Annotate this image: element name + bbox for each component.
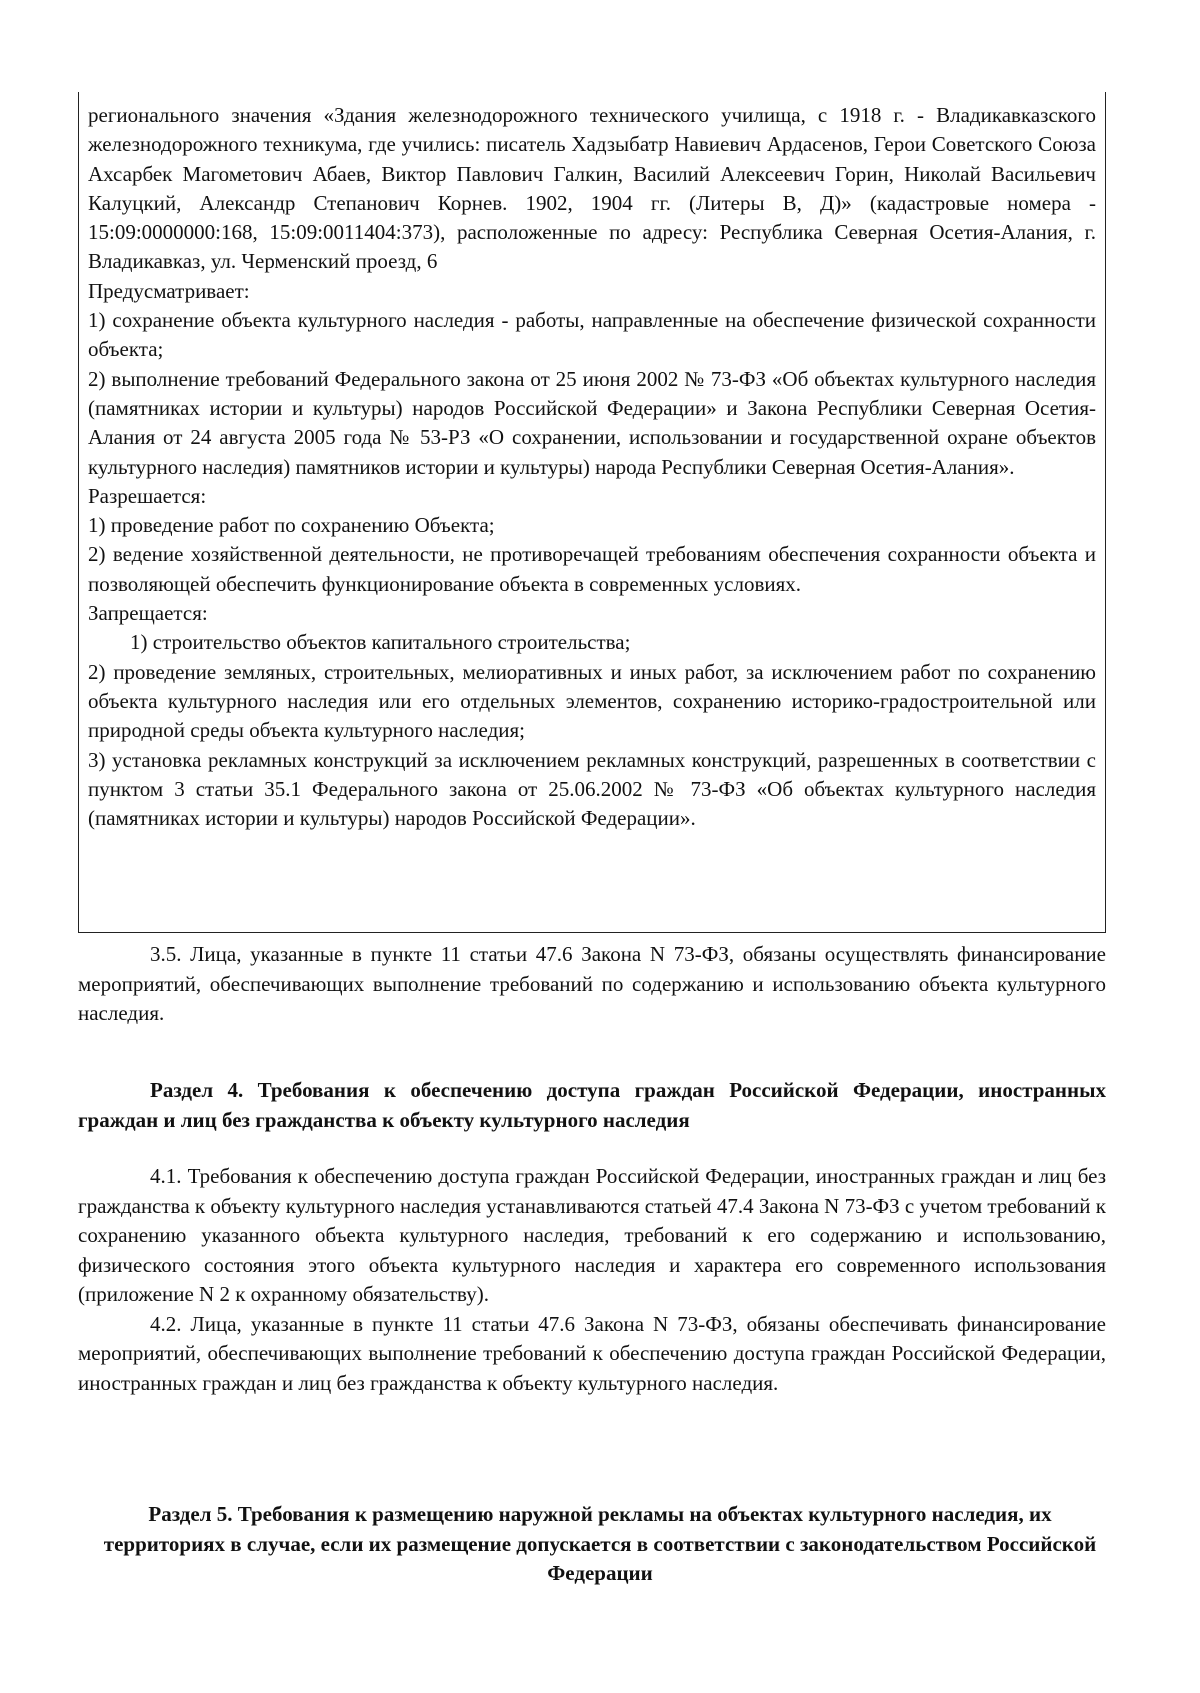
allowed-label: Разрешается: bbox=[88, 483, 207, 508]
forbidden-item-2: 2) проведение земляных, строительных, мелиоративных и иных работ, за исключением работ по сохранению объекта культурного наследия или его отдельных элементов, сохранению историко-градостроительной или природной среды объекта культурного наследия; bbox=[88, 659, 1096, 743]
allowed-item-2: 2) ведение хозяйственной деятельности, не противоречащей требованиям обеспечения сохранности объекта и позволяющей обеспечить функционирование объекта в современных условиях. bbox=[88, 542, 1096, 596]
paragraph-4-1: 4.1. Требования к обеспечению доступа граждан Российской Федерации, иностранных граждан и лиц без гражданства к объекту культурного наследия устанавливаются статьей 47.4 Закона N 73-ФЗ с учетом требований к сохранению указанного объекта культурного наследия, требований к его содержанию и использованию, физического состояния этого объекта культурного наследия и характера его современного использования (приложение N 2 к охранному обязательству). bbox=[78, 1164, 1106, 1306]
paragraph-3-5: 3.5. Лица, указанные в пункте 11 статьи 47.6 Закона N 73-ФЗ, обязаны осуществлять финансирование мероприятий, обеспечивающих выполнение требований по содержанию и использованию объекта культурного наследия. bbox=[78, 942, 1106, 1025]
section-4-paragraphs bbox=[78, 1162, 1106, 1398]
section-5-heading: Раздел 5. Требования к размещению наружной рекламы на объектах культурного наследия, их территориях в случае, если их размещение допускается в соответствии с законодательством Российской Федерации bbox=[103, 1502, 1097, 1585]
forbidden-item-3: 3) установка рекламных конструкций за исключением рекламных конструкций, разрешенных в соответствии с пунктом 3 статьи 35.1 Федерального закона от 25.06.2002 № 73-ФЗ «Об объектах культурного наследия (памятниках истории и культуры) народов Российской Федерации». bbox=[88, 747, 1096, 831]
section-3-5 bbox=[78, 940, 1106, 1029]
object-description: регионального значения «Здания железнодорожного технического училища, с 1918 г. - Владикавказского железнодорожного техникума, где учились: писатель Хадзыбатр Навиевич Ардасенов, Герои Советского Союза Ахсарбек Магометович Абаев, Виктор Павлович Галкин, Василий Алексеевич Горин, Николай Васильевич Калуцкий, Александр Степанович Корнев. 1902, 1904 гг. (Литеры В, Д)» (кадастровые номера - 15:09:0000000:168, 15:09:0011404:373), расположенные по адресу: Республика Северная Осетия-Алания, г. Владикавказ, ул. Черменский проезд, 6 bbox=[88, 103, 1096, 274]
provides-item-1: 1) сохранение объекта культурного наследия - работы, направленные на обеспечение физической сохранности объекта; bbox=[88, 308, 1096, 362]
provides-item-2: 2) выполнение требований Федерального закона от 25 июня 2002 № 73-ФЗ «Об объектах культурного наследия (памятниках истории и культуры) народов Российской Федерации» и Закона Республики Северная Осетия-Алания от 24 августа 2005 года № 53-РЗ «О сохранении, использовании и государственной охране объектов культурного наследия) памятников истории и культуры) народа Республики Северная Осетия-Алания». bbox=[88, 366, 1096, 479]
requirements-table-content bbox=[88, 101, 1096, 833]
allowed-item-1: 1) проведение работ по сохранению Объекта; bbox=[88, 513, 495, 538]
provides-label: Предусматривает: bbox=[88, 278, 250, 303]
section-4-heading: Раздел 4. Требования к обеспечению доступа граждан Российской Федерации, иностранных граждан и лиц без гражданства к объекту культурного наследия bbox=[78, 1078, 1106, 1132]
forbidden-item-1: 1) строительство объектов капитального строительства; bbox=[130, 630, 631, 655]
paragraph-4-2: 4.2. Лица, указанные в пункте 11 статьи 47.6 Закона N 73-ФЗ, обязаны обеспечивать финансирование мероприятий, обеспечивающих выполнение требований к обеспечению доступа граждан Российской Федерации, иностранных граждан и лиц без гражданства к объекту культурного наследия. bbox=[78, 1311, 1106, 1395]
forbidden-label: Запрещается: bbox=[88, 601, 208, 626]
